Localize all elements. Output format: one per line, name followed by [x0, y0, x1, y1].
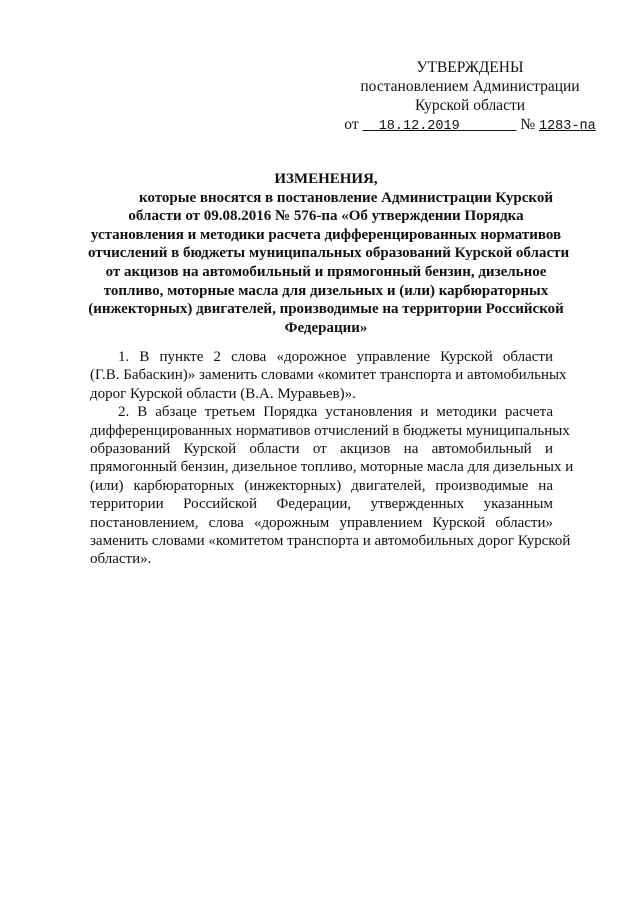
approval-heading: УТВЕРЖДЕНЫ: [416, 59, 524, 76]
title-line: установления и методики расчета дифференцированных нормативов: [90, 226, 562, 243]
title-line: которые вносятся в постановление Администрации Курской: [139, 189, 553, 206]
document-body: [90, 348, 574, 569]
body-line: постановлением, слова «дорожным управлением Курской области»: [90, 514, 553, 531]
title-line: области от 09.08.2016 № 576-па «Об утверждении Порядка: [128, 208, 524, 225]
approval-stamp: [340, 58, 600, 136]
body-line: области».: [90, 551, 152, 568]
document-title: [88, 170, 570, 337]
approval-number: 1283-па: [538, 119, 596, 134]
approval-date-line: [340, 115, 600, 136]
title-line: Федерации»: [284, 319, 368, 336]
body-line: (или) карбюраторных (инжекторных) двигателей, производимые на: [90, 477, 553, 494]
body-line: 2. В абзаце третьем Порядка установления и методики расчета: [118, 404, 553, 421]
body-line: (Г.В. Бабаскин)» заменить словами «комитет транспорта и автомобильных: [90, 367, 567, 384]
title-line: от акцизов на автомобильный и прямогонный бензин, дизельное: [105, 263, 547, 280]
date-prefix: от: [344, 116, 359, 133]
number-prefix: №: [520, 116, 536, 133]
body-line: заменить словами «комитетом транспорта и автомобильных дорог Курской: [90, 532, 571, 549]
title-line: (инжекторных) двигателей, производимые на территории Российской: [88, 301, 564, 318]
body-line: образований Курской области от акцизов на автомобильный и: [90, 440, 553, 457]
approval-date: 18.12.2019: [378, 119, 460, 134]
body-line: дифференцированных нормативов отчислений в бюджеты муниципальных: [90, 422, 570, 439]
body-line: дорог Курской области (В.А. Муравьев)».: [90, 385, 356, 402]
body-line: прямогонный бензин, дизельное топливо, моторные масла для дизельных и: [90, 459, 574, 476]
title-line: топливо, моторные масла для дизельных и (или) карбюраторных: [103, 282, 549, 299]
title-heading: ИЗМЕНЕНИЯ,: [274, 171, 378, 187]
approval-line: постановлением Администрации: [360, 78, 580, 95]
title-line: отчислений в бюджеты муниципальных образований Курской области: [88, 245, 570, 262]
body-line: 1. В пункте 2 слова «дорожное управление Курской области: [118, 349, 553, 365]
body-line: территории Российской Федерации, утвержденных указанным: [90, 496, 553, 513]
approval-line: Курской области: [414, 97, 526, 114]
